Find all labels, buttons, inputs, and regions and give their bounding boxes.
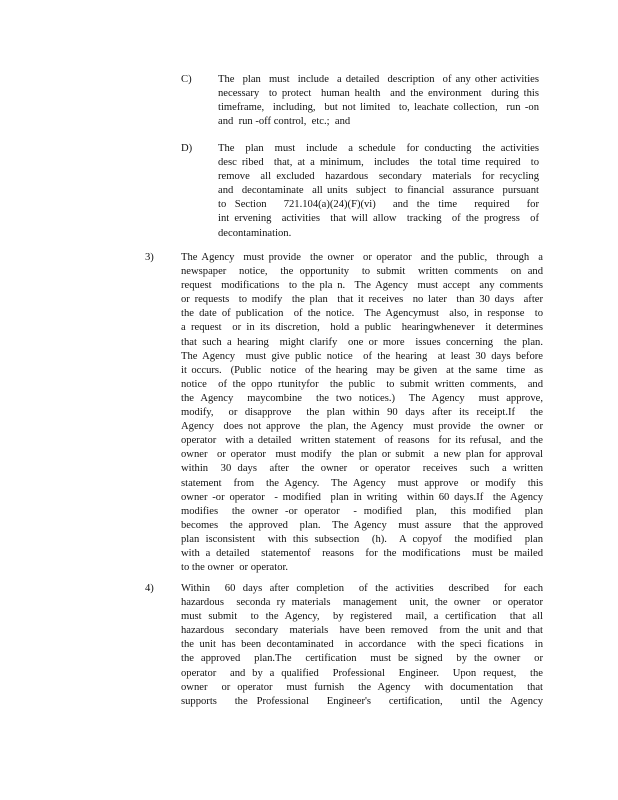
item-label: D) [181, 143, 193, 154]
text-line: the Agency maycombine the two notices.) The Agency must approve, [181, 392, 543, 404]
text-line: operator and by a qualified Professional Engineer. Upon request, the [181, 667, 543, 679]
text-line: remove all excluded hazardous secondary materials for recycling [218, 171, 539, 183]
text-line: to Section 721.104(a)(24)(F)(vi) and the time required for [218, 199, 539, 211]
text-line: hazardous secondary materials have been removed from the unit and that [181, 625, 543, 637]
item-label: C) [181, 74, 192, 85]
text-line: hazardous seconda ry materials management unit, the owner or operator [181, 597, 543, 609]
text-line: modify, or disapprove the plan within 90 days after its receipt.If the [181, 407, 543, 419]
text-line: int ervening activities that will allow tracking of the progress of [218, 213, 539, 225]
text-line: owner -or operator - modified plan in writing within 60 days.If the Agency [181, 491, 543, 503]
text-line: that such a hearing might clarify one or more issues concerning the plan. [181, 336, 543, 348]
text-line: necessary to protect human health and the environment during this [218, 88, 539, 100]
text-line: and run -off control, etc.; and [218, 116, 351, 128]
text-line: modifies the owner -or operator - modified plan, this modified plan [181, 505, 543, 517]
text-line: within 30 days after the owner or operator receives such a written [181, 463, 543, 475]
text-line: desc ribed that, at a minimum, includes the total time required to [218, 157, 539, 169]
text-line: owner or operator must modify the plan or submit a new plan for approval [181, 449, 543, 461]
text-line: and decontaminate all units subject to financial assurance pursuant [218, 185, 539, 197]
text-line: or requests to modify the plan that it receives no later than 30 days after [181, 294, 543, 306]
text-line: The plan must include a detailed description of any other activities [218, 74, 539, 85]
text-line: notice of the oppo rtunityfor the public to submit written comments, and [181, 378, 543, 390]
item-label: 4) [145, 583, 154, 594]
text-line: Agency does not approve the plan, the Agency must provide the owner or [181, 421, 543, 433]
text-line: owner or operator must furnish the Agency with documentation that [181, 681, 543, 693]
item-text [218, 73, 539, 129]
text-line: Within 60 days after completion of the activities described for each [181, 583, 543, 594]
text-line: plan isconsistent with this subsection (h). A copyof the modified plan [181, 533, 543, 545]
text-line: The Agency must provide the owner or operator and the public, through a [181, 252, 543, 263]
text-line: becomes the approved plan. The Agency must assure that the approved [181, 519, 543, 531]
text-line: must submit to the Agency, by registered mail, a certification that all [181, 611, 543, 623]
text-line: the approved plan.The certification must be signed by the owner or [181, 653, 543, 665]
text-line: with a detailed statementof reasons for the modifications must be mailed [181, 547, 543, 559]
text-line: request modifications to the pla n. The Agency must accept any comments [181, 280, 543, 292]
text-line: decontamination. [218, 227, 292, 239]
text-line: statement from the Agency. The Agency must approve or modify this [181, 477, 543, 489]
text-line: operator with a detailed written statement of reasons for its refusal, and the [181, 435, 543, 447]
text-line: supports the Professional Engineer's certification, until the Agency [181, 695, 543, 707]
item-text [181, 582, 543, 709]
item-text [181, 251, 543, 575]
text-line: to the owner or operator. [181, 562, 289, 574]
text-line: The plan must include a schedule for conducting the activities [218, 143, 539, 154]
text-line: a request or in its discretion, hold a public hearingwhenever it determines [181, 322, 543, 334]
item-label: 3) [145, 252, 154, 263]
item-text [218, 142, 539, 241]
text-line: the date of publication of the notice. The Agencymust also, in response to [181, 308, 543, 320]
text-line: the unit has been decontaminated in accordance with the speci fications in [181, 639, 543, 651]
text-line: timeframe, including, but not limited to, leachate collection, run -on [218, 102, 539, 114]
text-line: The Agency must give public notice of the hearing at least 30 days before [181, 350, 543, 362]
text-line: newspaper notice, the opportunity to submit written comments on and [181, 266, 543, 278]
text-line: it occurs. (Public notice of the hearing may be given at the same time as [181, 364, 543, 376]
